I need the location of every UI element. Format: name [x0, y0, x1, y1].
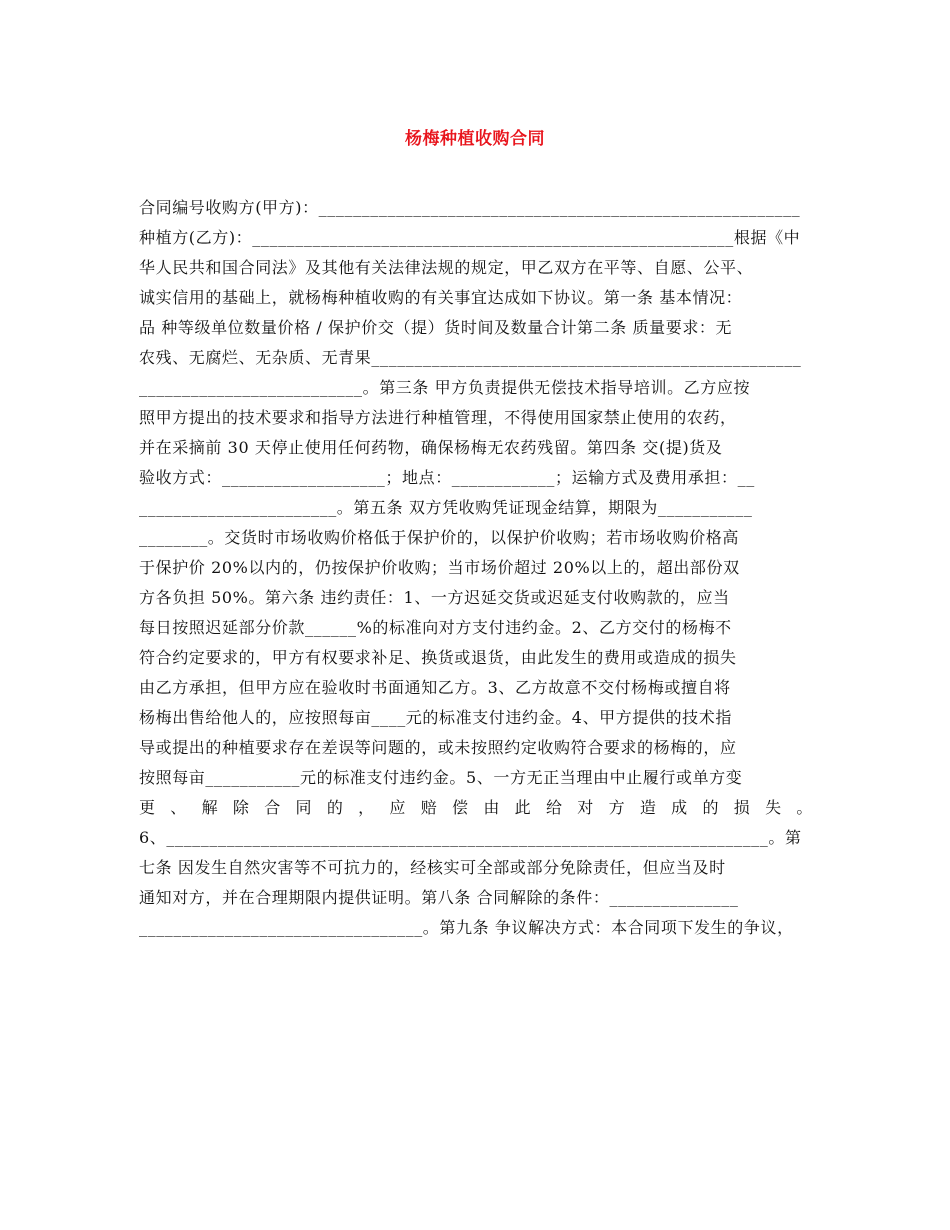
body-line: 导或提出的种植要求存在差误等问题的，或未按照约定收购符合要求的杨梅的，应	[139, 738, 737, 757]
body-line: __________________________。第三条 甲方负责提供无偿技术指导培训。乙方应按	[139, 378, 751, 397]
body-line: 并在采摘前 30 天停止使用任何药物，确保杨梅无农药残留。第四条 交(提)货及	[139, 438, 723, 457]
body-line: ________。交货时市场收购价格低于保护价的，以保护价收购；若市场收购价格高	[139, 528, 740, 547]
body-line: 方各负担 50%。第六条 违约责任：1、一方迟延交货或迟延支付收购款的，应当	[139, 588, 730, 607]
body-line: 华人民共和国合同法》及其他有关法律法规的规定，甲乙双方在平等、自愿、公平、	[139, 258, 754, 277]
body-line: 按照每亩___________元的标准支付违约金。5、一方无正当理由中止履行或单方变	[139, 768, 743, 787]
body-line: _________________________________。第九条 争议解决方式：本合同项下发生的争议，	[139, 918, 794, 937]
body-line: 合同编号收购方(甲方)：________________________________________________________	[139, 198, 801, 217]
document-title: 杨梅种植收购合同	[405, 129, 545, 149]
body-line: 农残、无腐烂、无杂质、无青果__________________________________________________	[139, 348, 802, 367]
body-line: 通知对方，并在合理期限内提供证明。第八条 合同解除的条件：_______________	[139, 888, 739, 907]
body-line: 杨梅出售给他人的，应按照每亩____元的标准支付违约金。4、甲方提供的技术指	[139, 708, 732, 727]
body-line: 七条 因发生自然灾害等不可抗力的，经核实可全部或部分免除责任，但应当及时	[139, 858, 726, 877]
body-line: 品 种等级单位数量价格 / 保护价交（提）货时间及数量合计第二条 质量要求：无	[139, 318, 733, 337]
body-line: 诚实信用的基础上，就杨梅种植收购的有关事宜达成如下协议。第一条 基本情况：	[139, 288, 743, 307]
body-line: 符合约定要求的，甲方有权要求补足、换货或退货，由此发生的费用或造成的损失	[139, 648, 737, 667]
body-line: 更 、 解 除 合 同 的 ， 应 赔 偿 由 此 给 对 方 造 成 的 损 失 。	[139, 798, 813, 817]
body-line: 验收方式：___________________；地点：____________；运输方式及费用承担：__	[139, 468, 755, 487]
contract-body	[139, 193, 813, 943]
body-line: 种植方(乙方)：________________________________________________________根据《中	[139, 228, 801, 247]
body-line: 每日按照迟延部分价款______%的标准向对方支付违约金。2、乙方交付的杨梅不	[139, 618, 732, 637]
body-line: _______________________。第五条 双方凭收购凭证现金结算，期限为___________	[139, 498, 753, 517]
body-line: 照甲方提出的技术要求和指导方法进行种植管理，不得使用国家禁止使用的农药，	[139, 408, 737, 427]
body-line: 于保护价 20%以内的，仍按保护价收购；当市场价超过 20%以上的，超出部份双	[139, 558, 740, 577]
body-line: 由乙方承担，但甲方应在验收时书面通知乙方。3、乙方故意不交付杨梅或擅自将	[139, 678, 731, 697]
body-line: 6、______________________________________________________________________。第	[139, 828, 802, 847]
